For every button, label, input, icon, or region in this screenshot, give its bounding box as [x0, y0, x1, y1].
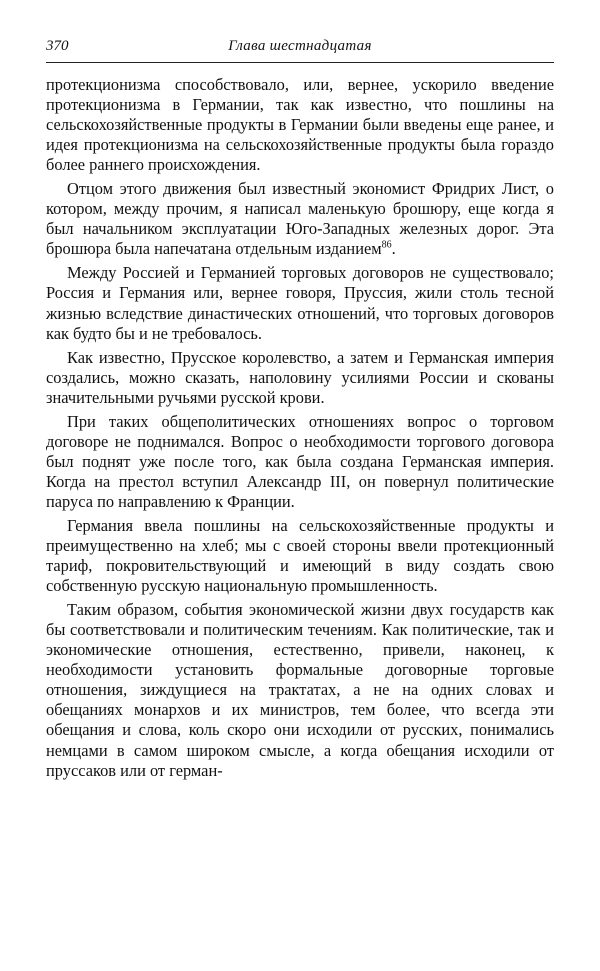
paragraph-text: Отцом этого движения был известный экономист Фридрих Лист, о котором, между прочим, я написал маленькую брошюру, еще когда я был начальником эксплуатации Юго-Западных железных дорог. Эта брошюра была напечатана отдельным изданием: [46, 179, 554, 259]
paragraph: Таким образом, события экономической жизни двух государств как бы соответствовали и политическим течениям. Как политические, так и экономические отношения, естественно, привели, наконец, к необходимости установить формальные договорные торговые отношения, зиждущиеся на трактатах, а не на одних словах и обещаниях монархов и их министров, тем более, что всегда эти обещания и слова, коль скоро они исходили от русских, понимались немцами в самом широком смысле, а когда обещания исходили от пруссаков или от герман-: [46, 600, 554, 780]
paragraph: Как известно, Прусское королевство, а затем и Германская империя создались, можно сказать, наполовину усилиями России и скованы значительными ручьями русской крови.: [46, 347, 554, 407]
paragraph: протекционизма способствовало, или, вернее, ускорило введение протекционизма в Германии, так как известно, что пошлины на сельскохозяйственные продукты в Германии были введены еще ранее, и идея протекционизма на сельскохозяйственные продукты была гораздо более раннего происхождения.: [46, 75, 554, 175]
body-text: [46, 75, 554, 781]
paragraph-tail: .: [391, 239, 396, 259]
footnote-marker[interactable]: 86: [381, 239, 392, 251]
paragraph: Германия ввела пошлины на сельскохозяйственные продукты и преимущественно на хлеб; мы с своей стороны ввели протекционный тариф, покровительствующий и имеющий в виду создать свою собственную русскую национальную промышленность.: [46, 515, 554, 596]
page-number: 370: [46, 38, 69, 54]
paragraph: Между Россией и Германией торговых договоров не существовало; Россия и Германия или, вернее говоря, Пруссия, жили столь тесной жизнью вследствие династических отношений, что торговых договоров как будто бы и не требовалось.: [46, 263, 554, 343]
running-title: Глава шестнадцатая: [228, 38, 372, 54]
paragraph: При таких общеполитических отношениях вопрос о торговом договоре не поднимался. Вопрос о необходимости торгового договора был поднят уже после того, как была создана Германская империя. Когда на престол вступил Александр III, он повернул политические паруса по направлению к Франции.: [46, 411, 554, 511]
paragraph: [46, 179, 554, 259]
page-header: [46, 34, 554, 63]
